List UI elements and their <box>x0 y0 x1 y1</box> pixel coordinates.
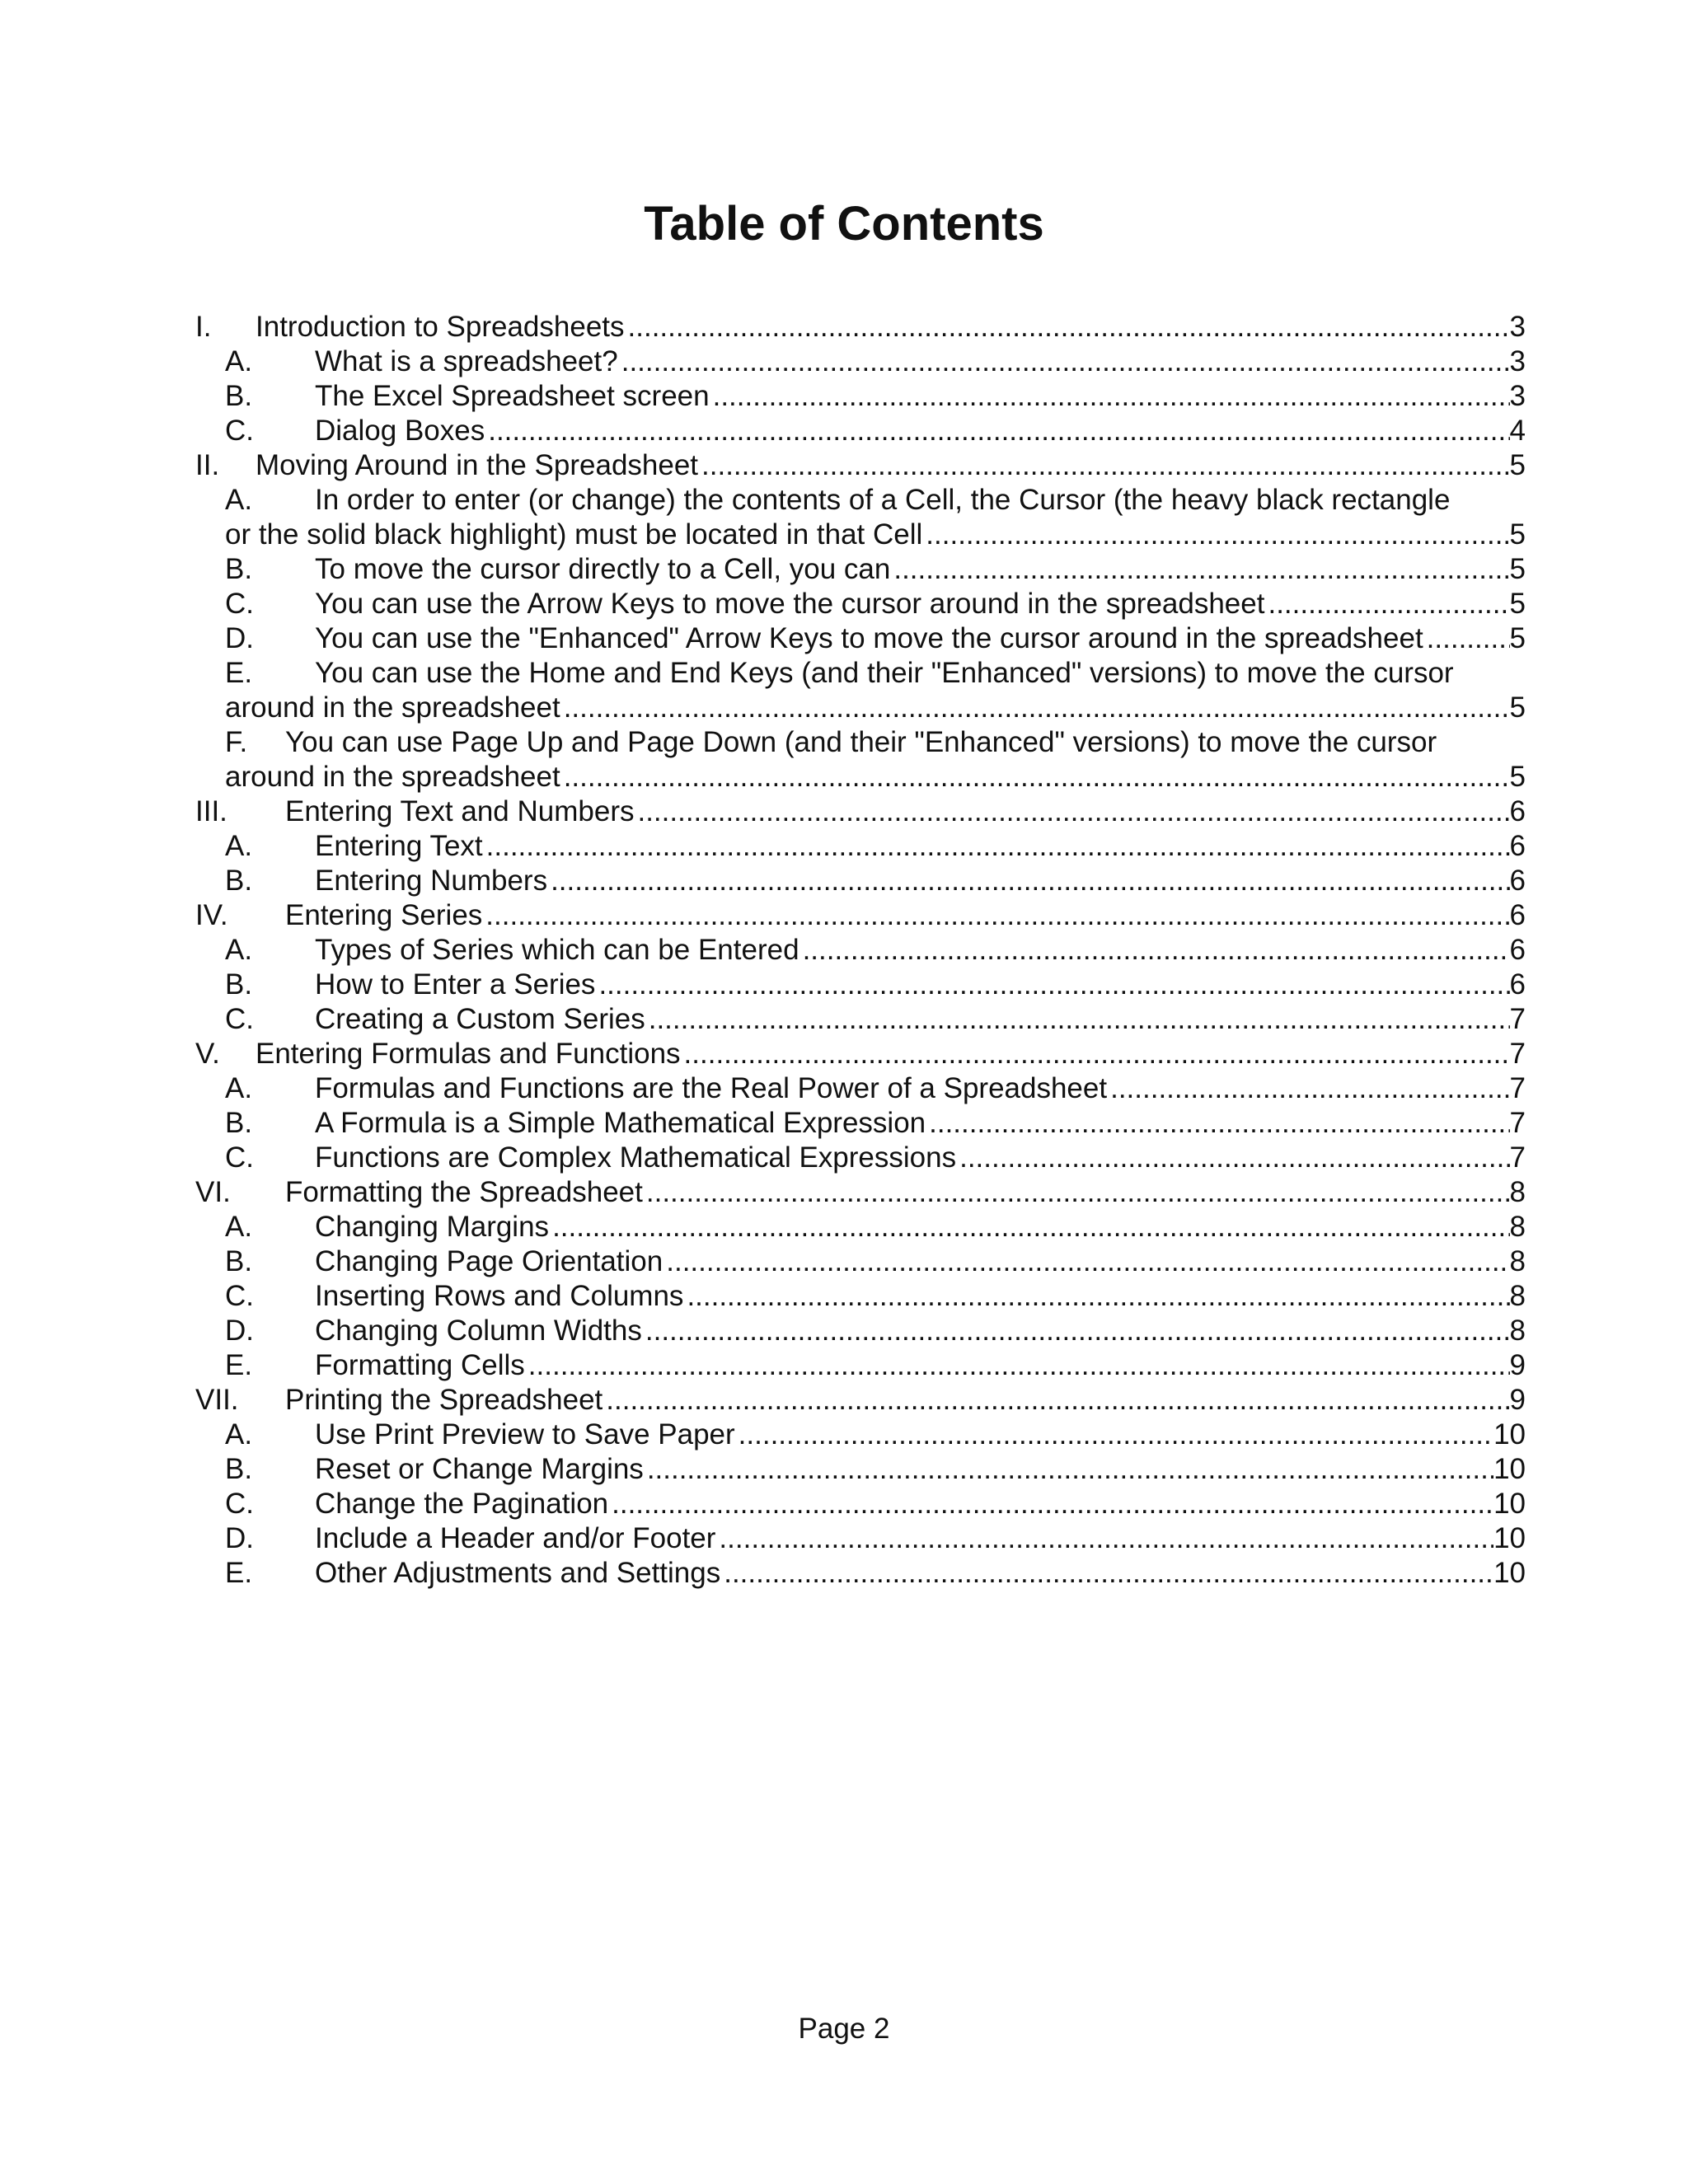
toc-entry-page: 7 <box>1509 1141 1526 1174</box>
toc-entry[interactable] <box>195 1348 1526 1383</box>
table-of-contents <box>195 310 1526 1591</box>
dot-leader <box>488 414 1509 448</box>
toc-entry[interactable] <box>195 344 1526 379</box>
toc-entry-label: Dialog Boxes <box>315 415 485 447</box>
dot-leader <box>486 829 1510 864</box>
toc-entry[interactable] <box>195 1210 1526 1244</box>
toc-entry[interactable] <box>195 725 1526 794</box>
toc-entry-label-continued: around in the spreadsheet <box>225 761 560 793</box>
toc-entry-marker: E. <box>225 657 253 689</box>
toc-entry-label: Moving Around in the Spreadsheet <box>256 449 699 481</box>
dot-leader <box>959 1141 1509 1175</box>
toc-entry-marker: C. <box>225 1280 254 1312</box>
toc-entry-label: You can use Page Up and Page Down (and their "Enhanced" versions) to move the cursor <box>285 726 1437 758</box>
toc-entry-marker: A. <box>225 830 253 862</box>
dot-leader <box>606 1383 1509 1418</box>
toc-entry-label: Entering Text <box>315 830 483 862</box>
toc-entry-page: 8 <box>1509 1245 1526 1277</box>
toc-entry-page: 9 <box>1509 1349 1526 1381</box>
toc-entry-label: Changing Column Widths <box>315 1315 642 1347</box>
toc-entry-label: Entering Numbers <box>315 865 548 897</box>
toc-entry-marker: A. <box>225 934 253 966</box>
toc-entry-page: 10 <box>1493 1557 1526 1589</box>
toc-entry-marker: A. <box>225 1072 253 1104</box>
toc-entry-page: 5 <box>1509 588 1526 620</box>
toc-entry[interactable] <box>195 621 1526 656</box>
toc-entry-page: 10 <box>1493 1418 1526 1451</box>
toc-entry[interactable] <box>195 968 1526 1002</box>
toc-entry-page: 4 <box>1509 415 1526 447</box>
dot-leader <box>926 518 1509 552</box>
toc-entry-label: A Formula is a Simple Mathematical Expression <box>315 1107 926 1139</box>
toc-entry-label: Include a Header and/or Footer <box>315 1522 716 1554</box>
dot-leader <box>564 691 1510 725</box>
dot-leader <box>738 1418 1493 1452</box>
toc-entry-marker: A. <box>225 1418 253 1451</box>
toc-entry-marker: VII. <box>195 1384 239 1416</box>
toc-entry-marker: C. <box>225 1141 254 1174</box>
toc-entry-label: You can use the Home and End Keys (and their "Enhanced" versions) to move the cursor <box>315 657 1454 689</box>
toc-entry[interactable] <box>195 1244 1526 1279</box>
toc-entry-marker: A. <box>225 484 253 516</box>
dot-leader <box>598 968 1509 1002</box>
dot-leader <box>893 552 1509 587</box>
dot-leader <box>687 1279 1509 1314</box>
toc-entry-page: 7 <box>1509 1107 1526 1139</box>
toc-entry-label: Changing Margins <box>315 1211 550 1243</box>
toc-entry[interactable] <box>195 1521 1526 1556</box>
toc-entry-page: 5 <box>1509 449 1526 481</box>
toc-entry-marker: B. <box>225 380 253 412</box>
toc-entry-marker: I. <box>195 311 212 343</box>
dot-leader <box>1427 621 1510 656</box>
toc-entry-label: The Excel Spreadsheet screen <box>315 380 710 412</box>
toc-entry-marker: D. <box>225 1522 254 1554</box>
toc-entry-label: Functions are Complex Mathematical Expressions <box>315 1141 957 1174</box>
toc-entry[interactable] <box>195 1279 1526 1314</box>
toc-entry[interactable] <box>195 656 1526 725</box>
toc-entry-page: 7 <box>1509 1072 1526 1104</box>
toc-entry-marker: V. <box>195 1038 220 1070</box>
toc-entry-page: 6 <box>1509 795 1526 827</box>
toc-entry[interactable] <box>195 1314 1526 1348</box>
toc-entry-marker: D. <box>225 622 254 654</box>
toc-entry-marker: B. <box>225 1107 253 1139</box>
toc-entry-label: Inserting Rows and Columns <box>315 1280 684 1312</box>
toc-entry-page: 6 <box>1509 899 1526 931</box>
toc-entry[interactable] <box>195 310 1526 344</box>
toc-entry-marker: C. <box>225 415 254 447</box>
toc-entry-marker: II. <box>195 449 220 481</box>
toc-entry-page: 8 <box>1509 1176 1526 1208</box>
toc-entry-marker: B. <box>225 1453 253 1485</box>
toc-entry-label: Introduction to Spreadsheets <box>256 311 625 343</box>
toc-entry-label: In order to enter (or change) the contents of a Cell, the Cursor (the heavy black rectangle <box>315 484 1451 516</box>
toc-entry-page: 6 <box>1509 865 1526 897</box>
toc-entry-page: 3 <box>1509 311 1526 343</box>
dot-leader <box>528 1348 1510 1383</box>
toc-entry-page: 3 <box>1509 380 1526 412</box>
dot-leader <box>724 1556 1493 1591</box>
dot-leader <box>929 1106 1509 1141</box>
toc-entry-label: You can use the Arrow Keys to move the cursor around in the spreadsheet <box>315 588 1265 620</box>
toc-entry[interactable] <box>195 829 1526 864</box>
toc-entry-page: 5 <box>1509 622 1526 654</box>
dot-leader <box>649 1002 1510 1037</box>
dot-leader <box>628 310 1510 344</box>
toc-entry[interactable] <box>195 1418 1526 1452</box>
toc-entry-marker: B. <box>225 865 253 897</box>
dot-leader <box>701 448 1510 483</box>
dot-leader <box>612 1487 1493 1521</box>
toc-entry-label: How to Enter a Series <box>315 968 596 1001</box>
toc-entry[interactable] <box>195 414 1526 448</box>
toc-entry-label: Formatting the Spreadsheet <box>285 1176 643 1208</box>
toc-entry-label: Formulas and Functions are the Real Power of a Spreadsheet <box>315 1072 1108 1104</box>
toc-entry-marker: C. <box>225 588 254 620</box>
toc-entry[interactable] <box>195 587 1526 621</box>
toc-entry[interactable] <box>195 1141 1526 1175</box>
dot-leader <box>645 1314 1510 1348</box>
toc-entry-label: Formatting Cells <box>315 1349 525 1381</box>
dot-leader <box>621 344 1510 379</box>
dot-leader <box>646 1175 1510 1210</box>
toc-entry[interactable] <box>195 1452 1526 1487</box>
dot-leader <box>684 1037 1510 1071</box>
toc-entry-marker: B. <box>225 968 253 1001</box>
toc-entry-label: Creating a Custom Series <box>315 1003 645 1035</box>
toc-entry-label-continued: around in the spreadsheet <box>225 691 560 724</box>
toc-entry[interactable] <box>195 483 1526 552</box>
page-number-footer: Page 2 <box>798 2013 890 2045</box>
toc-entry-page: 5 <box>1509 761 1526 793</box>
toc-entry-page: 5 <box>1509 518 1526 551</box>
dot-leader <box>551 864 1509 898</box>
toc-entry-label: What is a spreadsheet? <box>315 345 618 377</box>
toc-entry-label: You can use the "Enhanced" Arrow Keys to move the cursor around in the spreadsheet <box>315 622 1423 654</box>
toc-entry-page: 10 <box>1493 1522 1526 1554</box>
toc-entry-page: 8 <box>1509 1280 1526 1312</box>
toc-entry[interactable] <box>195 1175 1526 1210</box>
toc-entry-marker: B. <box>225 1245 253 1277</box>
toc-entry-label-continued: or the solid black highlight) must be located in that Cell <box>225 518 923 551</box>
toc-entry-page: 6 <box>1509 830 1526 862</box>
toc-entry-page: 5 <box>1509 553 1526 585</box>
toc-entry[interactable] <box>195 864 1526 898</box>
toc-entry-label: Entering Series <box>285 899 483 931</box>
toc-entry-label: To move the cursor directly to a Cell, you can <box>315 553 891 585</box>
toc-entry-page: 3 <box>1509 345 1526 377</box>
toc-entry-label: Types of Series which can be Entered <box>315 934 799 966</box>
page-title: Table of Contents <box>644 197 1044 251</box>
toc-entry[interactable] <box>195 1002 1526 1037</box>
toc-entry-page: 10 <box>1493 1488 1526 1520</box>
toc-entry-marker: A. <box>225 1211 253 1243</box>
toc-entry-label: Use Print Preview to Save Paper <box>315 1418 735 1451</box>
toc-entry-label: Reset or Change Margins <box>315 1453 644 1485</box>
toc-entry-label: Changing Page Orientation <box>315 1245 663 1277</box>
toc-entry[interactable] <box>195 1383 1526 1418</box>
toc-entry-label: Printing the Spreadsheet <box>285 1384 603 1416</box>
dot-leader <box>637 794 1509 829</box>
toc-entry-page: 6 <box>1509 968 1526 1001</box>
toc-entry-marker: E. <box>225 1557 253 1589</box>
toc-entry-page: 9 <box>1509 1384 1526 1416</box>
dot-leader <box>803 933 1510 968</box>
toc-entry-marker: D. <box>225 1315 254 1347</box>
toc-entry-marker: F. <box>225 726 248 758</box>
dot-leader <box>552 1210 1509 1244</box>
toc-entry-page: 8 <box>1509 1211 1526 1243</box>
toc-entry-page: 7 <box>1509 1038 1526 1070</box>
toc-entry-marker: III. <box>195 795 227 827</box>
toc-entry-label: Entering Text and Numbers <box>285 795 635 827</box>
dot-leader <box>1268 587 1509 621</box>
toc-entry-marker: C. <box>225 1488 254 1520</box>
toc-entry-page: 7 <box>1509 1003 1526 1035</box>
toc-entry-page: 8 <box>1509 1315 1526 1347</box>
dot-leader <box>719 1521 1493 1556</box>
dot-leader <box>666 1244 1509 1279</box>
dot-leader <box>1110 1071 1509 1106</box>
toc-entry[interactable] <box>195 1071 1526 1106</box>
toc-entry[interactable] <box>195 1037 1526 1071</box>
toc-entry-marker: VI. <box>195 1176 231 1208</box>
toc-entry[interactable] <box>195 1487 1526 1521</box>
toc-entry[interactable] <box>195 898 1526 933</box>
toc-entry-label: Other Adjustments and Settings <box>315 1557 721 1589</box>
toc-entry-page: 5 <box>1509 691 1526 724</box>
dot-leader <box>485 898 1509 933</box>
dot-leader <box>713 379 1510 414</box>
toc-entry[interactable] <box>195 1106 1526 1141</box>
toc-entry[interactable] <box>195 933 1526 968</box>
toc-entry-page: 10 <box>1493 1453 1526 1485</box>
toc-entry-marker: E. <box>225 1349 253 1381</box>
toc-entry-label: Change the Pagination <box>315 1488 609 1520</box>
toc-entry-page: 6 <box>1509 934 1526 966</box>
toc-entry[interactable] <box>195 794 1526 829</box>
toc-entry[interactable] <box>195 552 1526 587</box>
toc-entry-label: Entering Formulas and Functions <box>256 1038 681 1070</box>
toc-entry-marker: A. <box>225 345 253 377</box>
dot-leader <box>647 1452 1493 1487</box>
dot-leader <box>564 760 1510 794</box>
toc-entry[interactable] <box>195 1556 1526 1591</box>
toc-entry-marker: C. <box>225 1003 254 1035</box>
toc-entry[interactable] <box>195 379 1526 414</box>
toc-entry-marker: IV. <box>195 899 228 931</box>
toc-entry-marker: B. <box>225 553 253 585</box>
toc-entry[interactable] <box>195 448 1526 483</box>
